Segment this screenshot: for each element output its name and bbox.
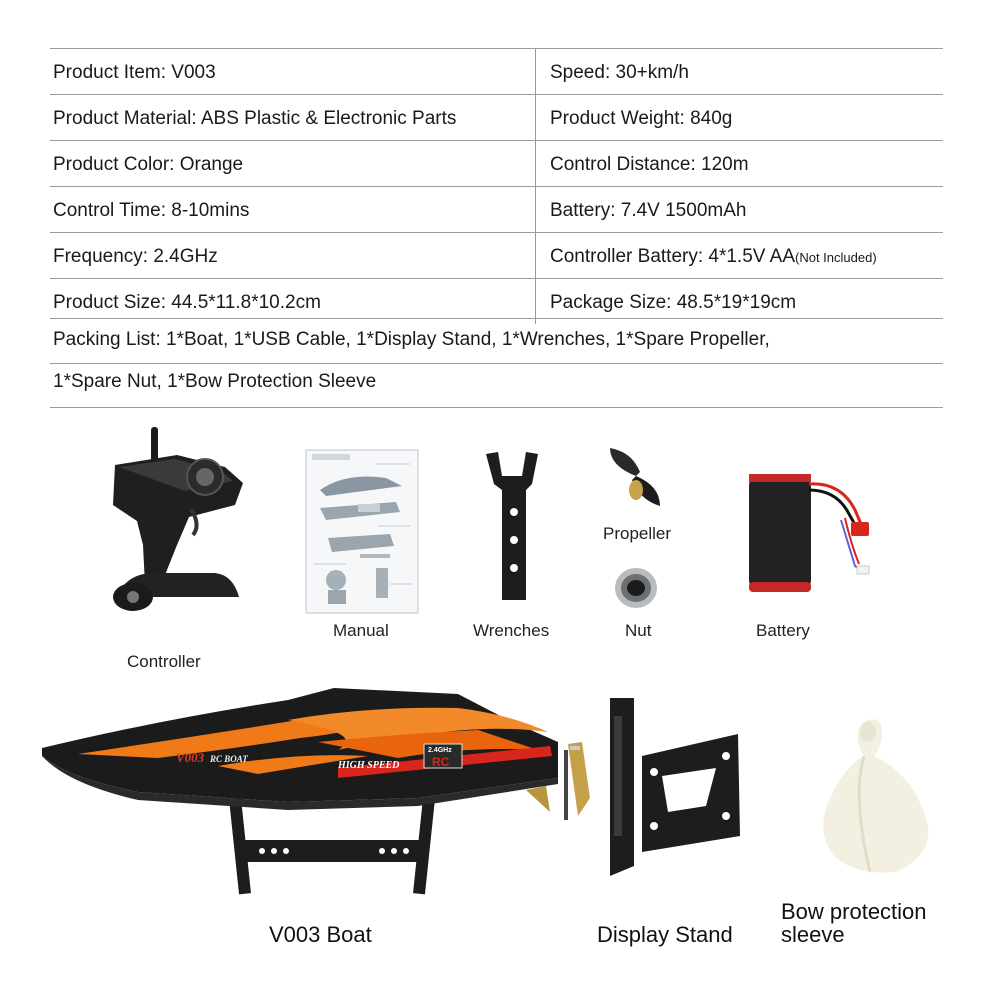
display-stand-label: Display Stand — [597, 922, 733, 947]
spec-controller-battery — [550, 233, 877, 278]
spec-material: Product Material: ABS Plastic & Electronic Parts — [53, 108, 457, 129]
packing-line-2: 1*Spare Nut, 1*Bow Protection Sleeve — [53, 371, 377, 392]
controller-image — [105, 425, 245, 615]
spec-row — [50, 48, 943, 94]
spec-row — [50, 186, 943, 232]
wrench-image — [484, 450, 544, 605]
spec-row — [50, 232, 943, 278]
spec-table — [50, 48, 943, 324]
wrenches-label: Wrenches — [473, 621, 550, 640]
bow-sleeve-label-line-2: sleeve — [781, 922, 845, 947]
controller-label: Controller — [127, 652, 201, 671]
spec-package-size: Package Size: 48.5*19*19cm — [550, 292, 797, 313]
spec-color: Product Color: Orange — [53, 154, 244, 175]
spec-frequency: Frequency: 2.4GHz — [53, 246, 218, 267]
spec-speed: Speed: 30+km/h — [550, 62, 689, 83]
controller-battery-value: Controller Battery: 4*1.5V AA — [550, 246, 796, 267]
nut-image — [614, 567, 658, 609]
boat-label: V003 Boat — [269, 922, 372, 947]
manual-label: Manual — [333, 621, 389, 640]
boat-image — [38, 680, 600, 896]
spec-row — [50, 140, 943, 186]
propeller-image — [606, 446, 664, 508]
battery-image — [745, 470, 885, 595]
spec-weight: Product Weight: 840g — [550, 108, 733, 129]
boat-model-mark: V003 — [176, 750, 205, 765]
nut-label: Nut — [625, 621, 652, 640]
display-stand-image — [606, 696, 744, 878]
spec-product-size: Product Size: 44.5*11.8*10.2cm — [53, 292, 321, 313]
boat-stand — [229, 798, 435, 895]
propeller-label: Propeller — [603, 524, 672, 543]
boat-brand-mark: RC BOAT — [210, 754, 248, 764]
battery-label: Battery — [756, 621, 810, 640]
bow-sleeve-label-line-1: Bow protection — [781, 899, 927, 924]
boat-rc-tag: RC — [432, 755, 450, 769]
boat-speed-tag: HIGH SPEED — [338, 760, 400, 771]
packing-line-1: Packing List: 1*Boat, 1*USB Cable, 1*Display Stand, 1*Wrenches, 1*Spare Propeller, — [53, 329, 770, 350]
not-included-note: (Not Included) — [795, 250, 877, 265]
spec-control-distance: Control Distance: 120m — [550, 154, 749, 175]
manual-image — [306, 450, 418, 613]
packing-list — [50, 318, 943, 408]
boat-freq-tag: 2.4GHz — [428, 747, 452, 754]
bow-sleeve-image — [816, 716, 936, 876]
spec-control-time: Control Time: 8-10mins — [53, 200, 250, 221]
spec-row — [50, 94, 943, 140]
spec-battery: Battery: 7.4V 1500mAh — [550, 200, 747, 221]
spec-product-item: Product Item: V003 — [53, 62, 216, 83]
